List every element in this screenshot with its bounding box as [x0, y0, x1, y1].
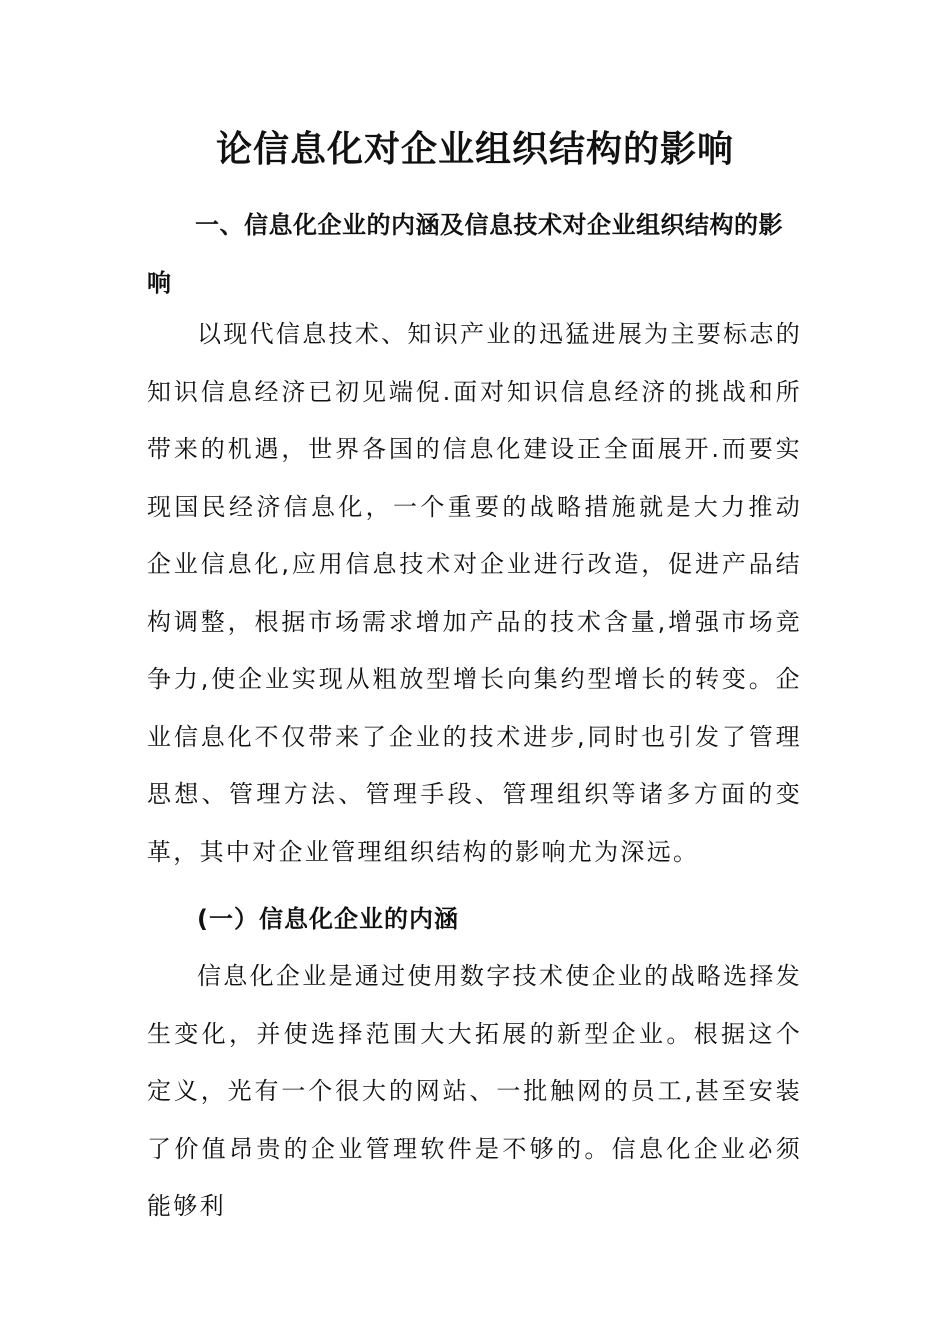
document-title: 论信息化对企业组织结构的影响	[215, 129, 734, 170]
section-heading: 一、信息化企业的内涵及信息技术对企业组织结构的影响	[147, 211, 783, 297]
subsection-heading: (一）信息化企业的内涵	[197, 905, 459, 933]
body-paragraph-2: 信息化企业是通过使用数字技术使企业的战略选择发生变化，并使选择范围大大拓展的新型企业。根据这个定义，光有一个很大的网站、一批触网的员工,甚至安装了价值昂贵的企业管理软件是不够的。信息化企业必须能够利	[147, 962, 802, 1220]
body-paragraph-1: 以现代信息技术、知识产业的迅猛进展为主要标志的知识信息经济已初见端倪.面对知识信息经济的挑战和所带来的机遇，世界各国的信息化建设正全面展开.而要实现国民经济信息化，一个重要的战略措施就是大力推动企业信息化,应用信息技术对企业进行改造，促进产品结构调整，根据市场需求增加产品的技术含量,增强市场竞争力,使企业实现从粗放型增长向集约型增长的转变。企业信息化不仅带来了企业的技术进步,同时也引发了管理思想、管理方法、管理手段、管理组织等诸多方面的变革，其中对企业管理组织结构的影响尤为深远。	[147, 320, 802, 866]
